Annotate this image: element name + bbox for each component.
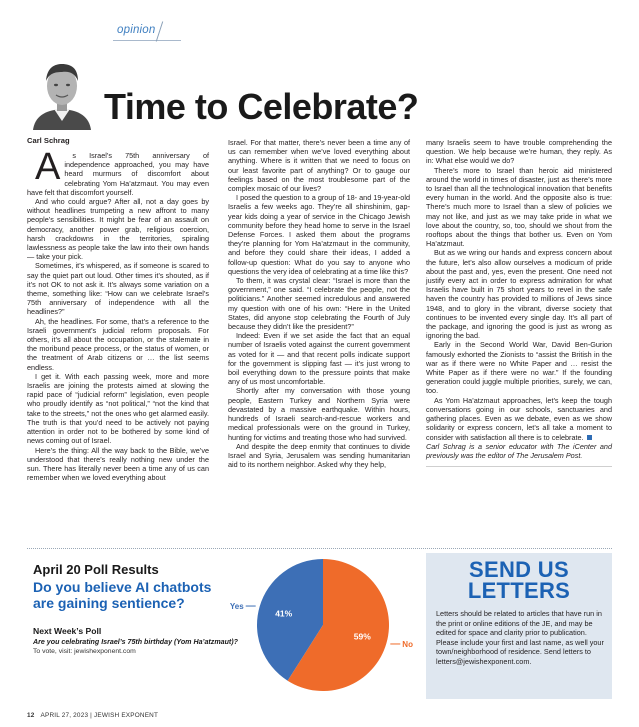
article-column-1: [27, 146, 209, 483]
dropcap: A: [35, 146, 61, 188]
author-bio: Carl Schrag is a senior educator with The iCenter and previously was the editor of The Jerusalem Post.: [426, 441, 612, 460]
article-paragraph: To them, it was crystal clear: “Israel is more than the government,” one said. “I celebrate the people, not the politicians.” Another seemed incredulous and answered my question with one of his own: “Here in the United States, did anyone stop celebrating the Fourth of July because they didn’t like the president?”: [228, 276, 410, 332]
article-paragraph: Indeed: Even if we set aside the fact that an equal number of Israelis voted against the current government as voted for it — and that recent polls indicate support for the government is slipping fast — it’s just wrong to boil everything down to the pressure points that make any of us most uncomfortable.: [228, 331, 410, 387]
pie-category-label-yes: Yes: [229, 602, 244, 612]
article-paragraph: [27, 146, 209, 197]
article-paragraph: Shortly after my conversation with those young people, Eastern Turkey and Northern Syria were devastated by a massive earthquake. Within hours, hundreds of Israeli search-and-rescue workers and medical professionals were on the ground in Turkey, hunting for victims and treating those who had survived.: [228, 386, 410, 442]
article-paragraph: Early in the Second World War, David Ben-Gurion famously exhorted the Zionists to “assist the British in the war as if there were no White Paper and … resist the White Paper as if there were no war.” If the founding generation could juggle multiple priorities, surely, we can, too.: [426, 340, 612, 396]
poll-pie-chart: [228, 555, 418, 695]
article-paragraph: I get it. With each passing week, more and more Israelis are joining the protests aimed at slowing the rapid pace of “judicial reform” legislation, even people who proudly identify as “not political,” “not the kind that take to the streets,” not the ones who get alarmed easily. The truth is that you’d need to be actively not paying attention in order not to be bothered by some kind of news coming out of Israel.: [27, 371, 209, 446]
send-letters-box: [426, 553, 612, 699]
paragraph-text: s Israel’s 75th anniversary of independence approached, you may have heard murmurs of discomfort about celebrating Yom Ha’atzmaut. You may even have felt that discomfort yourself.: [27, 151, 209, 197]
send-letters-title-line1: SEND US: [469, 557, 569, 582]
next-poll-question: Are you celebrating Israel’s 75th birthday (Yom Ha’atzmaut)?: [33, 638, 238, 646]
article-paragraph: And despite the deep enmity that continues to divide Israel and Syria, Jerusalem was sending humanitarian aid to its northern neighbor. Asked why they help,: [228, 441, 410, 470]
pie-category-label-no: No: [402, 639, 413, 649]
article-paragraph: Here’s the thing: All the way back to the Bible, we’ve understood that there’s really nothing new under the sun. There has literally never been a time any of us can remember when we loved everything about: [27, 445, 209, 483]
article-headline: Time to Celebrate?: [104, 86, 419, 127]
section-divider: [27, 548, 612, 549]
poll-pie-svg: [228, 555, 418, 695]
article-paragraph: I posed the question to a group of 18- and 19-year-old Israelis a few weeks ago. They’re all shinshinim, gap-year kids doing a year of service in the Chicago Jewish community before they head home to serve in the Israel Defense Forces. I asked them about the programs they’re planning for Yom Ha’atzmaut in the community, and before they could share their ideas, I added a follow-up question: What do you say to anyone who questions the very idea of celebrating at a time like this?: [228, 193, 410, 276]
section-rule: [113, 40, 181, 41]
article-byline: Carl Schrag: [27, 136, 70, 145]
send-letters-title-line2: LETTERS: [467, 578, 571, 603]
author-portrait-graphic: [27, 55, 97, 130]
article-paragraph: Israel. For that matter, there’s never been a time any of us can remember when we’ve loved everything about anything. Where is it written that we need to focus on our least favorite part of anything? Or to gauge our feelings based on the most troublesome part of the complex mosaic of our lives?: [228, 138, 410, 194]
page-number: 12: [27, 712, 35, 719]
bio-divider: [426, 466, 612, 467]
section-label: opinion: [117, 24, 156, 36]
page-footer: [27, 712, 158, 719]
article-paragraph: There’s more to Israel than heroic aid ministered around the world in times of disaster, just as there’s more to Israel than all the technological innovation that benefits every human in the world. And the opposite also is true: There’s much more to Israel than a slew of policies we may not like, and just as we may take pride in what we love about the country, so, too, should we shout from the rooftops about the things that bother us. Even on Yom Ha’atzmaut.: [426, 165, 612, 249]
end-mark-icon: [587, 435, 592, 440]
send-letters-title: [426, 559, 612, 601]
article-paragraph: And who could argue? After all, not a day goes by without headlines trumpeting a new affront to many people’s sensibilities. It might be fear of an assault on democracy, another power grab, religious coercion, harsh crackdowns in the territories, spiraling lawlessness as people take the law into their own hands — take your pick.: [27, 197, 209, 262]
send-letters-body: Letters should be related to articles that have run in the print or online editions of the JE, and may be edited for space and clarity prior to publication. Please include your first and last name, as well your town/neighborhood of residence. Send letters to letters@jewishexponent.com.: [436, 609, 604, 666]
article-paragraph: [426, 396, 612, 442]
next-poll-vote-link[interactable]: To vote, visit: jewishexponent.com: [33, 648, 136, 655]
next-poll-title: Next Week’s Poll: [33, 626, 102, 636]
article-paragraph: many Israelis seem to have trouble comprehending the question. We help because we’re human, they reply. As in: What else would we do?: [426, 138, 612, 166]
article-paragraph: Sometimes, it’s whispered, as if someone is scared to say the quiet part out loud. Other times it’s shouted, as if it’s not OK to not ask it. It’s always some variation on a theme, something like: “How can we celebrate Israel’s 75th anniversary of independence with all the headlines?”: [27, 261, 209, 317]
section-slash: [156, 21, 163, 41]
article-paragraph: But as we wring our hands and express concern about the future, let’s also allow ourselves a modicum of pride about the past and, yes, even the present. One need not justify every act in order to express admiration for what Israelis have built in 75 short years to revel in the safe haven the country has provided to millions of Jews since 1948, and to glory in the vibrant, diverse society that continues to be invented every single day. It’s all part of the package, and ignoring the good is just as wrong as ignoring the bad.: [426, 248, 612, 341]
pie-value-label-yes: 41%: [275, 608, 293, 619]
author-portrait: [27, 55, 97, 130]
poll-results-title: April 20 Poll Results: [33, 562, 159, 577]
article-paragraph: Ah, the headlines. For some, that’s a reference to the Israeli government’s judicial reform proposals. For others, it’s all about the occupation, or the stalemate in the moribund peace process, or the status of women, or the treatment of Arab citizens or … the list seems endless.: [27, 316, 209, 372]
paragraph-text: As Yom Ha’atzmaut approaches, let’s keep the tough conversations going in our schools, sanctuaries and gathering places. Even as we debate, even as we show solidarity or express concern, let’s all take a moment to consider with satisfaction all there is to celebrate.: [426, 395, 612, 442]
article-column-3: [426, 138, 612, 467]
poll-question: Do you believe AI chatbots are gaining sentience?: [33, 579, 212, 611]
article-column-2: [228, 138, 410, 469]
pie-value-label-no: 59%: [353, 631, 371, 642]
footer-text: APRIL 27, 2023 | JEWISH EXPONENT: [40, 712, 159, 719]
